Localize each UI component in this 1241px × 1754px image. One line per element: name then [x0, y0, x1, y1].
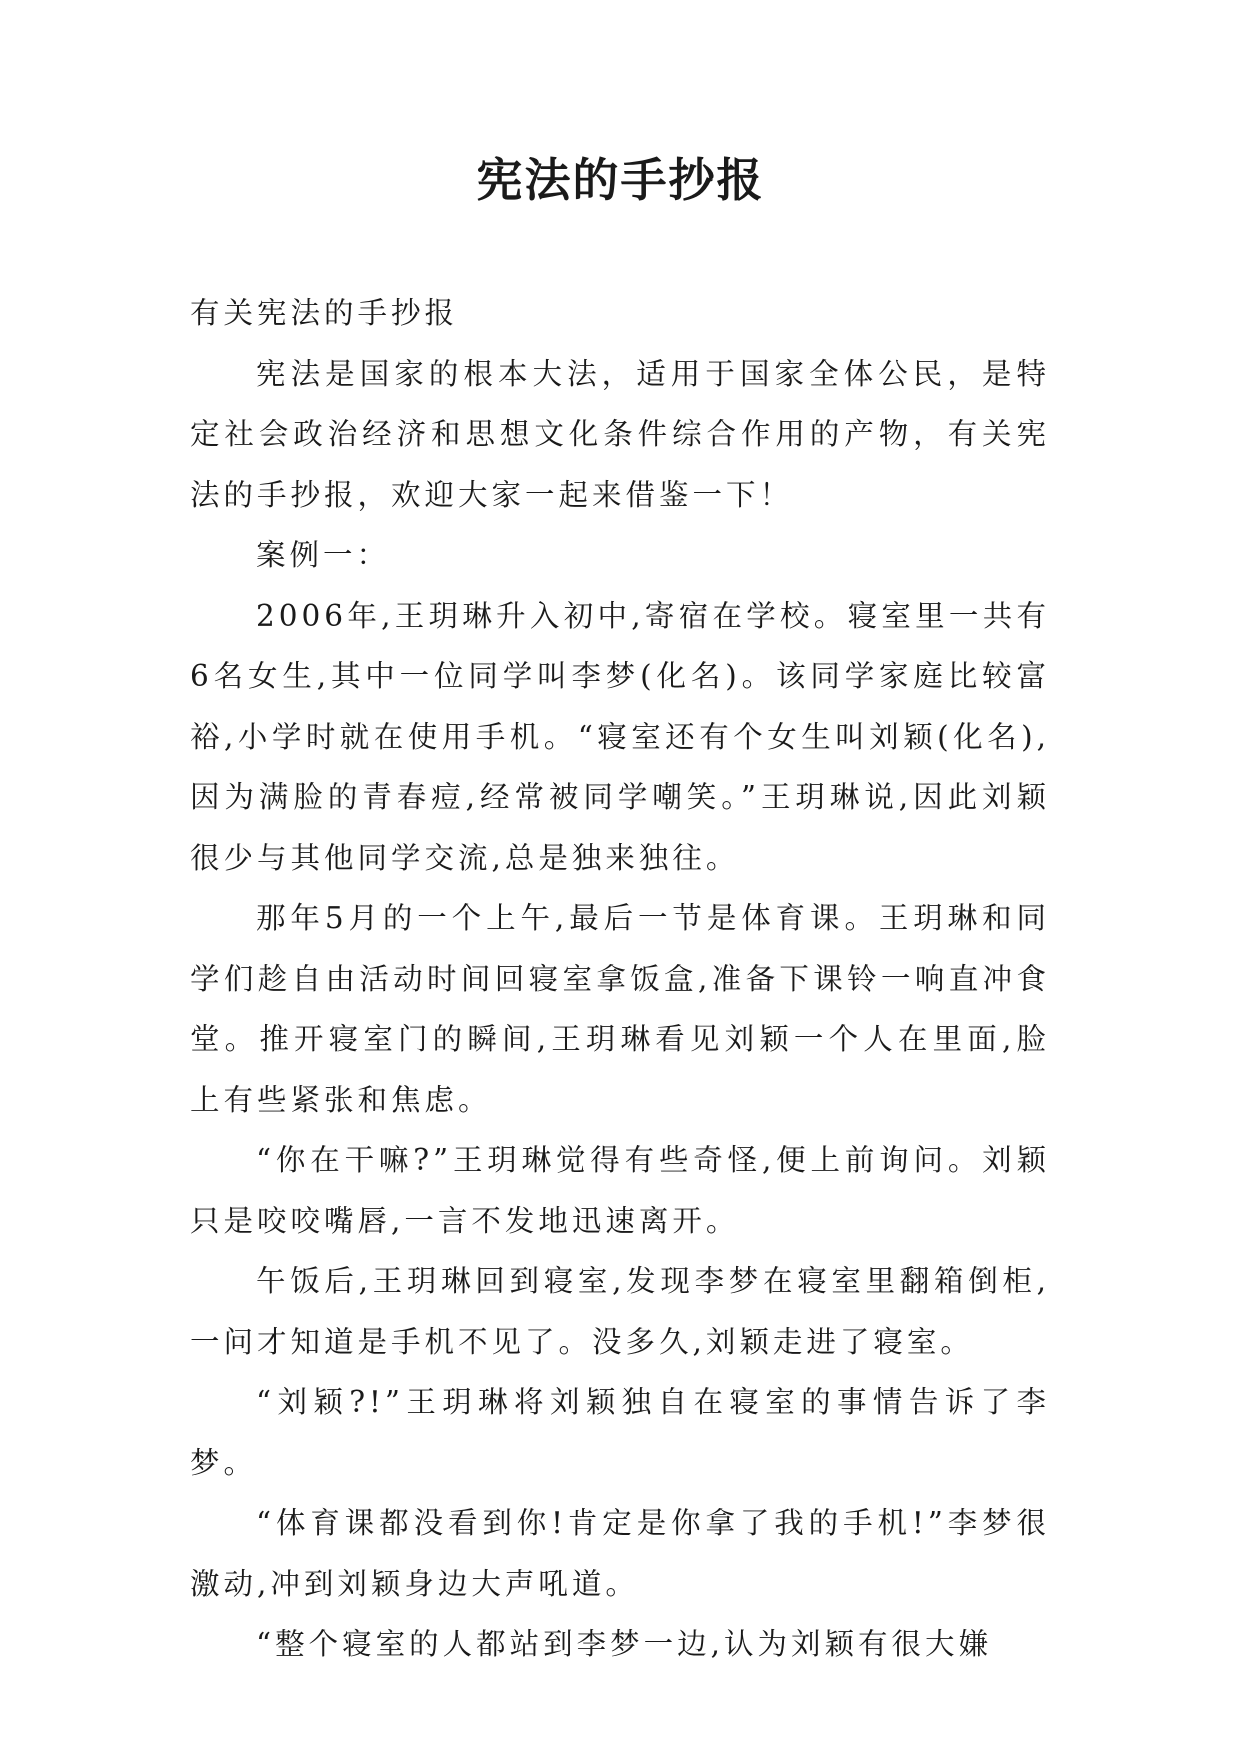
document-title: 宪法的手抄报	[476, 153, 765, 207]
paragraph: 那年5月的一个上午,最后一节是体育课。王玥琳和同学们趁自由活动时间回寝室拿饭盒,准备下课铃一响直冲食堂。推开寝室门的瞬间,王玥琳看见刘颖一个人在里面,脸上有些紧张和焦虑。	[190, 901, 1050, 1117]
paragraph: 案例一：	[256, 538, 391, 572]
paragraph: 有关宪法的手抄报	[190, 296, 459, 330]
document-body	[190, 283, 1050, 1675]
paragraph: 2006年,王玥琳升入初中,寄宿在学校。寝室里一共有6名女生,其中一位同学叫李梦(化名)。该同学家庭比较富裕,小学时就在使用手机。“寝室还有个女生叫刘颖(化名),因为满脸的青春痘,经常被同学嘲笑。”王玥琳说,因此刘颖很少与其他同学交流,总是独来独往。	[190, 598, 1050, 875]
paragraph: “整个寝室的人都站到李梦一边,认为刘颖有很大嫌	[256, 1627, 992, 1661]
paragraph: “体育课都没看到你!肯定是你拿了我的手机!”李梦很激动,冲到刘颖身边大声吼道。	[190, 1506, 1050, 1601]
paragraph: 宪法是国家的根本大法，适用于国家全体公民，是特定社会政治经济和思想文化条件综合作用的产物，有关宪法的手抄报，欢迎大家一起来借鉴一下！	[190, 356, 1050, 512]
paragraph: “刘颖?!”王玥琳将刘颖独自在寝室的事情告诉了李梦。	[190, 1385, 1050, 1480]
paragraph: “你在干嘛?”王玥琳觉得有些奇怪,便上前询问。刘颖只是咬咬嘴唇,一言不发地迅速离开。	[190, 1143, 1050, 1238]
paragraph: 午饭后,王玥琳回到寝室,发现李梦在寝室里翻箱倒柜,一问才知道是手机不见了。没多久,刘颖走进了寝室。	[190, 1264, 1050, 1359]
